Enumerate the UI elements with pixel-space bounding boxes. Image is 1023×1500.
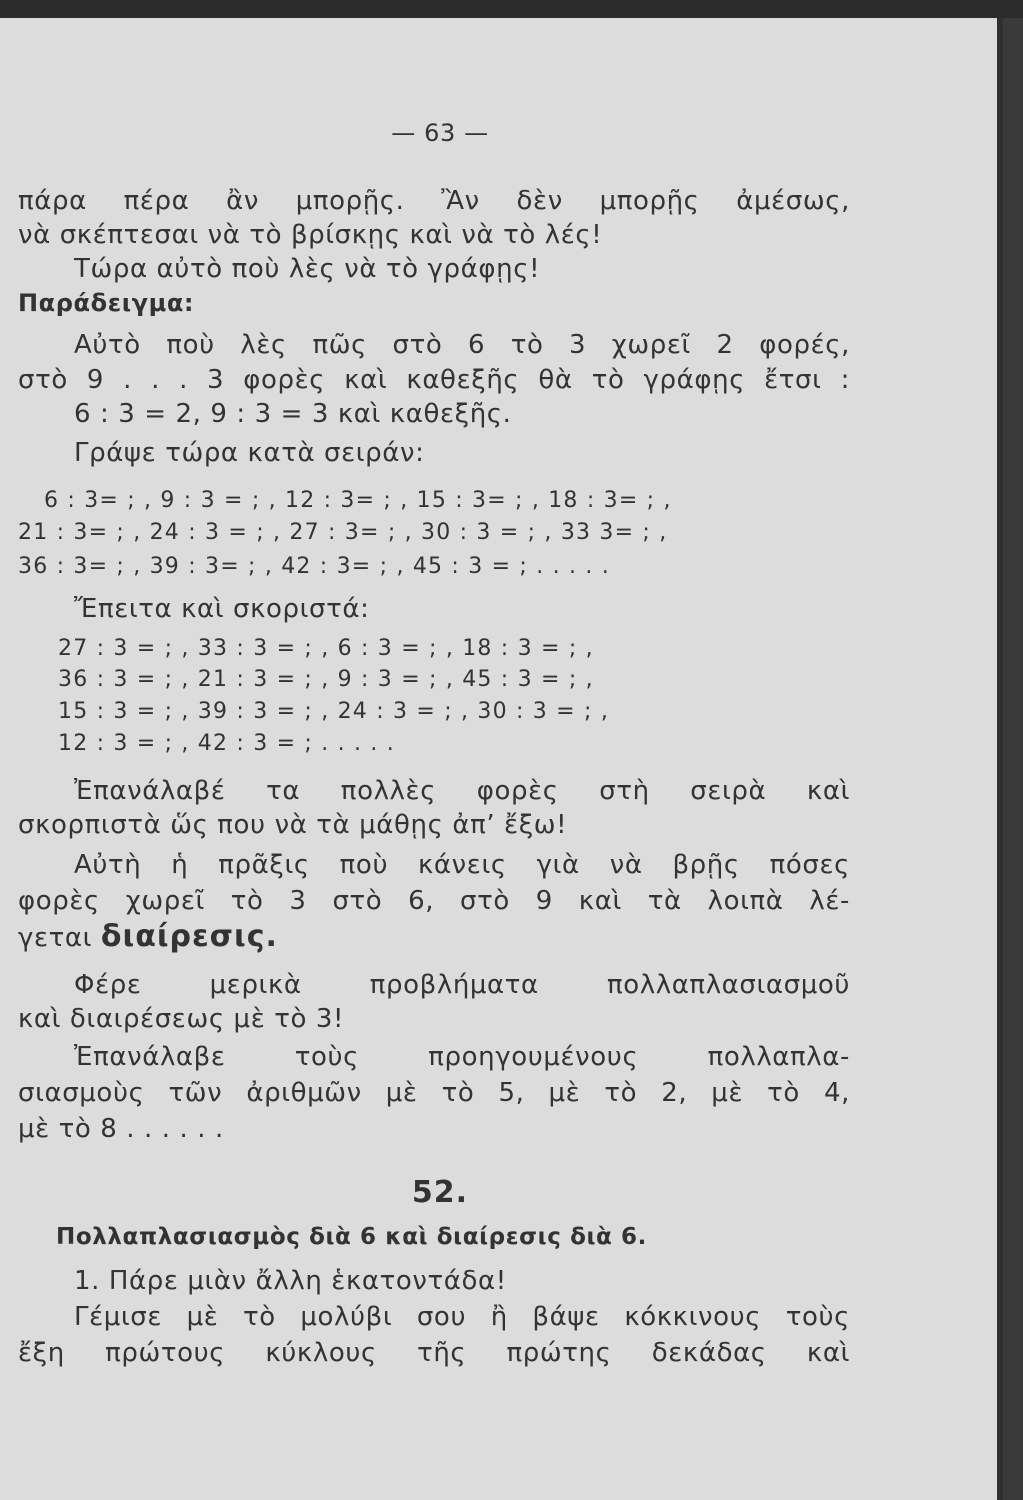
text-line: [18, 920, 850, 955]
text-line: Τώρα αὐτὸ ποὺ λὲς νὰ τὸ γράφῃς!: [74, 254, 541, 284]
equation-row: 36 : 3= ; , 39 : 3= ; , 42 : 3= ; , 45 : 3 = ; . . . . .: [18, 554, 610, 579]
text-line: καὶ διαιρέσεως μὲ τὸ 3!: [18, 1004, 345, 1034]
equation-row: 15 : 3 = ; , 39 : 3 = ; , 24 : 3 = ; , 30 : 3 = ; ,: [58, 699, 610, 724]
text-line: φορὲς χωρεῖ τὸ 3 στὸ 6, στὸ 9 καὶ τὰ λοιπὰ λέ-: [18, 886, 850, 916]
equation-row: 27 : 3 = ; , 33 : 3 = ; , 6 : 3 = ; , 18 : 3 = ; ,: [58, 636, 594, 661]
text-line: Γέμισε μὲ τὸ μολύβι σου ἢ βάψε κόκκινους τοὺς: [74, 1302, 850, 1332]
text-line: Αὐτὴ ἡ πρᾶξις ποὺ κάνεις γιὰ νὰ βρῇς πόσες: [74, 850, 850, 880]
text-line: Γράψε τώρα κατὰ σειράν:: [74, 438, 425, 468]
text-line: 6 : 3 = 2, 9 : 3 = 3 καὶ καθεξῆς.: [74, 399, 512, 429]
text-line: Ἐπανάλαβέ τα πολλὲς φορὲς στὴ σειρὰ καὶ: [74, 776, 850, 806]
text-line: πάρα πέρα ἂν μπορῇς. Ἂν δὲν μπορῇς ἀμέσως,: [18, 186, 850, 216]
text-line: μὲ τὸ 8 . . . . . .: [18, 1114, 224, 1144]
text-line: Ἐπανάλαβε τοὺς προηγουμένους πολλαπλα-: [74, 1042, 850, 1072]
text-line: 1. Πάρε μιὰν ἄλλη ἑκατοντάδα!: [74, 1266, 507, 1296]
section-title: Πολλαπλασιασμὸς διὰ 6 καὶ διαίρεσις διὰ 6.: [56, 1224, 647, 1250]
book-page: [0, 18, 1003, 1500]
equation-row: 36 : 3 = ; , 21 : 3 = ; , 9 : 3 = ; , 45 : 3 = ; ,: [58, 667, 594, 692]
text-line: στὸ 9 . . . 3 φορὲς καὶ καθεξῆς θὰ τὸ γράφῃς ἔτσι :: [18, 365, 850, 395]
example-heading: Παράδειγμα:: [18, 289, 195, 317]
page-number: — 63 —: [391, 119, 489, 147]
text-line: Φέρε μερικὰ προβλήματα πολλαπλασιασμοῦ: [74, 970, 850, 1000]
scan-border: [0, 0, 1023, 18]
term-division: διαίρεσις.: [100, 919, 278, 954]
text-line: νὰ σκέπτεσαι νὰ τὸ βρίσκῃς καὶ νὰ τὸ λές!: [18, 220, 603, 250]
section-number: 52.: [411, 1175, 469, 1210]
text-line: σκορπιστὰ ὥς που νὰ τὰ μάθῃς ἀπ’ ἔξω!: [18, 810, 568, 840]
equation-row: 6 : 3= ; , 9 : 3 = ; , 12 : 3= ; , 15 : 3= ; , 18 : 3= ; ,: [44, 488, 672, 513]
text-line: σιασμοὺς τῶν ἀριθμῶν μὲ τὸ 5, μὲ τὸ 2, μὲ τὸ 4,: [18, 1078, 850, 1108]
equation-row: 21 : 3= ; , 24 : 3 = ; , 27 : 3= ; , 30 : 3 = ; , 33 3= ; ,: [18, 520, 668, 545]
equation-row: 12 : 3 = ; , 42 : 3 = ; . . . . .: [58, 731, 395, 756]
text-fragment: γεται: [18, 923, 93, 953]
text-line: Ἔπειτα καὶ σκοριστά:: [74, 594, 370, 624]
text-line: ἔξη πρώτους κύκλους τῆς πρώτης δεκάδας καὶ: [18, 1338, 850, 1368]
text-line: Αὐτὸ ποὺ λὲς πῶς στὸ 6 τὸ 3 χωρεῖ 2 φορές,: [74, 330, 850, 360]
